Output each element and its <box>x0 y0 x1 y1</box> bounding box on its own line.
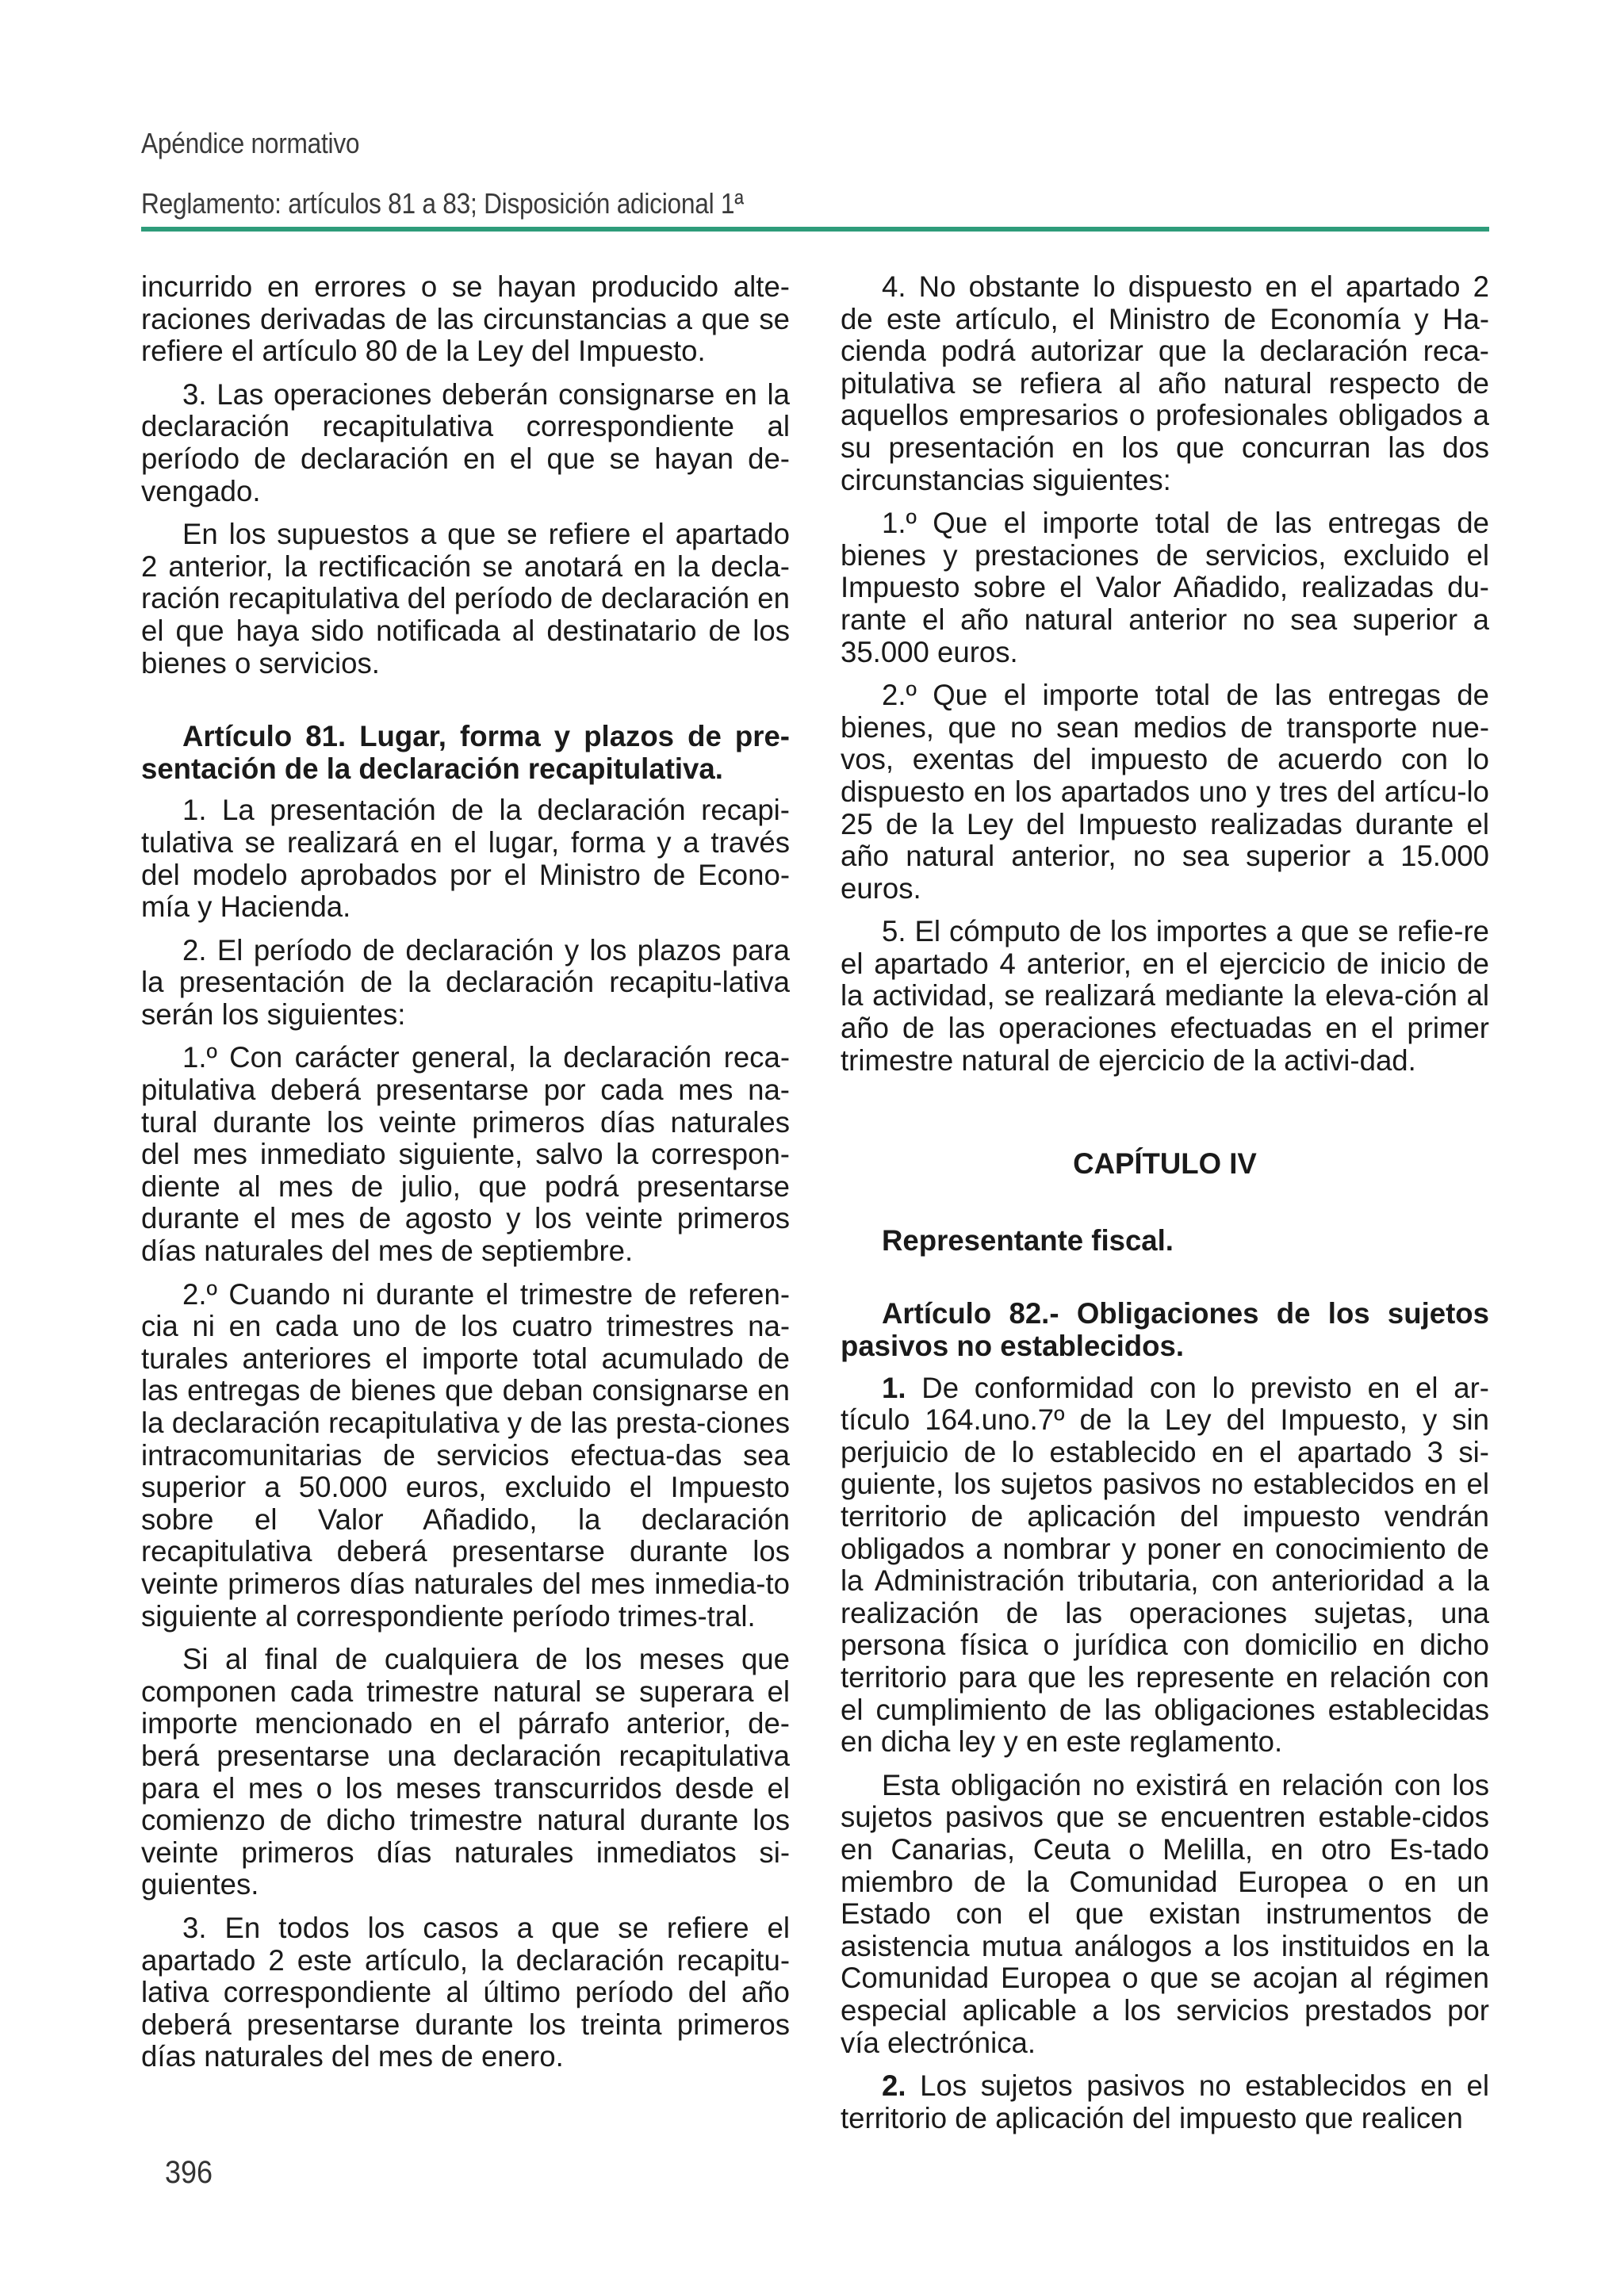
paragraph: 1. La presentación de la declaración recapi-tulativa se realizará en el lugar, forma y a través del modelo aprobados por el Ministro de Econo-mía y Hacienda. <box>141 794 790 924</box>
paragraph-number: 2. <box>882 2069 906 2103</box>
paragraph <box>841 1372 1489 1759</box>
paragraph: 2.º Que el importe total de las entregas de bienes, que no sean medios de transporte nue-vos, exentas del impuesto de acuerdo con lo dispuesto en los apartados uno y tres del artícu-lo 25 de la Ley del Impuesto realizadas durante el año natural anterior, no sea superior a 15.000 euros. <box>841 679 1489 905</box>
page-number: 396 <box>165 2155 213 2190</box>
paragraph-text: Los sujetos pasivos no establecidos en el territorio de aplicación del impuesto que realicen <box>841 2069 1489 2134</box>
paragraph: En los supuestos a que se refiere el apartado 2 anterior, la rectificación se anotará en la decla-ración recapitulativa del período de declaración en el que haya sido notificada al destinatario de los bienes o servicios. <box>141 518 790 679</box>
paragraph: 2. El período de declaración y los plazos para la presentación de la declaración recapitu-lativa serán los siguientes: <box>141 933 790 1031</box>
paragraph <box>841 2070 1489 2134</box>
header-section-title: Apéndice normativo <box>141 127 360 159</box>
paragraph: 4. No obstante lo dispuesto en el apartado 2 de este artículo, el Ministro de Economía y Ha-cienda podrá autorizar que la declaración reca-pitulativa se refiera al año natural respecto de aquellos empresarios o profesionales obligados a su presentación en los que concurran las dos circunstancias siguientes: <box>841 270 1489 496</box>
paragraph-text: De conformidad con lo previsto en el ar-tículo 164.uno.7º de la Ley del Impuesto, y sin perjuicio de lo establecido en el apartado 3 si-guiente, los sujetos pasivos no establecidos en el territorio de aplicación del impuesto vendrán obligados a nombrar y poner en conocimiento de la Administración tributaria, con anterioridad a la realización de las operaciones sujetas, una persona física o jurídica con domicilio en dicho territorio para que les represente en relación con el cumplimiento de las obligaciones establecidas en dicha ley y en este reglamento. <box>841 1371 1489 1759</box>
paragraph-number: 1. <box>882 1371 906 1404</box>
chapter-heading: CAPÍTULO IV <box>1073 1147 1257 1181</box>
paragraph: 3. Las operaciones deberán consignarse en la declaración recapitulativa correspondiente al período de declaración en el que se hayan de-vengado. <box>141 377 790 507</box>
chapter-subtitle: Representante fiscal. <box>882 1223 1174 1257</box>
paragraph: incurrido en errores o se hayan producido alte-raciones derivadas de las circunstancias a que se refiere el artículo 80 de la Ley del Impuesto. <box>141 270 790 368</box>
paragraph: 1.º Que el importe total de las entregas de bienes y prestaciones de servicios, excluido el Impuesto sobre el Valor Añadido, realizadas du-rante el año natural anterior no sea superior a 35.000 euros. <box>841 507 1489 668</box>
right-column <box>841 271 1489 2146</box>
paragraph: 2.º Cuando ni durante el trimestre de referen-cia ni en cada uno de los cuatro trimestres na-turales anteriores el importe total acumulado de las entregas de bienes que deban consignarse en la declaración recapitulativa y de las presta-ciones intracomunitarias de servicios efectua-das sea superior a 50.000 euros, excluido el Impuesto sobre el Valor Añadido, la declaración recapitulativa deberá presentarse durante los veinte primeros días naturales del mes inmedia-to siguiente al correspondiente período trimes-tral. <box>141 1277 790 1633</box>
article-82-heading: Artículo 82.- Obligaciones de los sujetos pasivos no establecidos. <box>841 1297 1489 1363</box>
paragraph: 5. El cómputo de los importes a que se refie-re el apartado 4 anterior, en el ejercicio de inicio de la actividad, se realizará mediante la eleva-ción al año de las operaciones efectuadas en el primer trimestre natural de ejercicio de la activi-dad. <box>841 915 1489 1077</box>
header-subtitle: Reglamento: artículos 81 a 83; Disposición adicional 1ª <box>141 187 744 220</box>
left-column <box>141 271 790 2084</box>
paragraph: Si al final de cualquiera de los meses que componen cada trimestre natural se superara el importe mencionado en el párrafo anterior, de-berá presentarse una declaración recapitulativa para el mes o los meses transcurridos desde el comienzo de dicho trimestre natural durante los veinte primeros días naturales inmediatos si-guientes. <box>141 1643 790 1901</box>
running-header <box>141 127 1489 220</box>
paragraph: 3. En todos los casos a que se refiere el apartado 2 este artículo, la declaración recapitu-lativa correspondiente al último período del año deberá presentarse durante los treinta primeros días naturales del mes de enero. <box>141 1911 790 2073</box>
header-rule <box>141 227 1489 232</box>
article-81-heading: Artículo 81. Lugar, forma y plazos de pre-sentación de la declaración recapitulativa. <box>141 720 790 785</box>
paragraph: Esta obligación no existirá en relación con los sujetos pasivos que se encuentren estable-cidos en Canarias, Ceuta o Melilla, en otro Es-tado miembro de la Comunidad Europea o en un Estado con el que existan instrumentos de asistencia mutua análogos a los instituidos en la Comunidad Europea o que se acojan al régimen especial aplicable a los servicios prestados por vía electrónica. <box>841 1768 1489 2059</box>
paragraph: 1.º Con carácter general, la declaración reca-pitulativa deberá presentarse por cada mes na-tural durante los veinte primeros días naturales del mes inmediato siguiente, salvo la correspon-diente al mes de julio, que podrá presentarse durante el mes de agosto y los veinte primeros días naturales del mes de septiembre. <box>141 1041 790 1268</box>
